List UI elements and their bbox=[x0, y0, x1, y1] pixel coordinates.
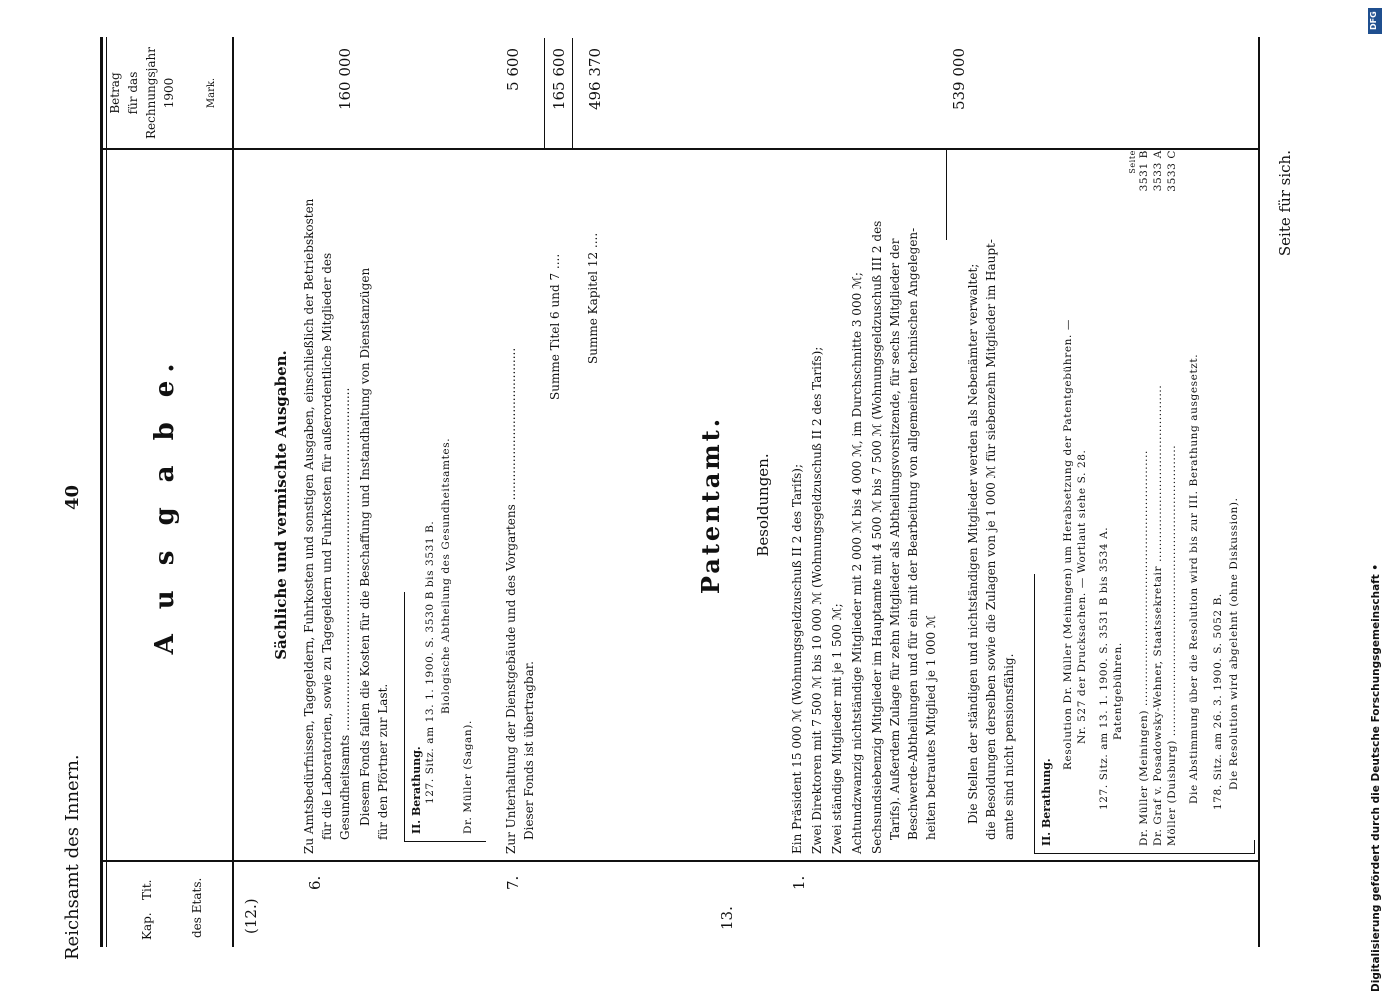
tit-6: 6. bbox=[306, 875, 324, 890]
tit1-para2: die Besoldungen derselben sowie die Zulagen von je 1 000 ℳ für siebenzehn Mitglieder im Haupt- bbox=[984, 239, 998, 840]
tit7-line2: Dieser Fonds ist übertragbar. bbox=[522, 661, 536, 840]
kap-12: (12.) bbox=[242, 898, 260, 934]
tit6-line3: Gesundheitsamts .......................................................................................... bbox=[338, 387, 352, 840]
note6-rule bbox=[404, 592, 405, 842]
page-number: 40 bbox=[62, 484, 83, 510]
col-betrag: Betrag bbox=[108, 72, 122, 114]
col-fuer-das: für das bbox=[126, 71, 140, 115]
tit7-amount: 5 600 bbox=[504, 48, 522, 91]
note1-res2: Nr. 527 der Drucksachen. — Wortlaut siehe S. 28. bbox=[1076, 449, 1088, 744]
block13-subheading: Besoldungen. bbox=[754, 453, 772, 557]
speaker-1-page: 3531 B bbox=[1138, 150, 1150, 220]
sum-titel-label: Summe Titel 6 und 7 .... bbox=[548, 253, 562, 400]
speaker-2-page: 3533 A bbox=[1152, 150, 1164, 220]
tit1-line7: Beschwerde-Abtheilungen und für ein mit der Bearbeitung von allgemeinen technischen Angelegen- bbox=[906, 227, 920, 840]
note1-abstimmung: Die Abstimmung über die Resolution wird bis zur III. Berathung ausgesetzt. bbox=[1188, 353, 1200, 804]
col-mark: Mark. bbox=[206, 77, 217, 109]
tit7-line1: Zur Unterhaltung der Dienstgebäude und des Vorgartens ........................................ bbox=[504, 347, 518, 854]
running-head: Reichsamt des Innern. bbox=[62, 754, 83, 960]
note6-line3: Dr. Müller (Sagan). bbox=[462, 720, 474, 834]
tit1-line1: Ein Präsident 15 000 ℳ (Wohnungsgeldzuschuß II 2 des Tarifs); bbox=[790, 463, 804, 854]
top-rule-thin bbox=[106, 37, 107, 947]
block12-heading: Sächliche und vermischte Ausgaben. bbox=[272, 350, 290, 660]
block13-heading: Patentamt. bbox=[696, 415, 725, 595]
footer-seite-fuer-sich: Seite für sich. bbox=[1276, 150, 1294, 257]
header-rule bbox=[232, 37, 234, 947]
col-kap: Kap. bbox=[140, 912, 154, 940]
col-rechnungsjahr: Rechnungsjahr bbox=[144, 47, 158, 139]
note1-sitz1: 127. Sitz. am 13. 1. 1900. S. 3531 B bis 3534 A. bbox=[1098, 526, 1110, 810]
note6-title: II. Berathung. bbox=[410, 746, 423, 834]
dfg-logo-text: DFG bbox=[1369, 11, 1378, 30]
note1-bracket-foot bbox=[1254, 840, 1255, 854]
dfg-logo bbox=[1368, 8, 1382, 34]
note1-result: Die Resolution wird abgelehnt (ohne Diskussion). bbox=[1228, 497, 1240, 790]
kap-13: 13. bbox=[718, 906, 736, 930]
sum-kapitel-amount: 496 370 bbox=[586, 48, 604, 111]
tit-7: 7. bbox=[504, 875, 522, 890]
note1-res1: Resolution Dr. Müller (Meiningen) um Herabsetzung der Patentgebühren. — bbox=[1062, 318, 1074, 770]
tit6-line2: für die Laboratorien, sowie zu Tagegeldern und Fuhrkosten für außerordentliche Mitglieder des bbox=[320, 252, 334, 840]
tit1-para3: amte sind nicht pensionsfähig. bbox=[1002, 653, 1016, 840]
tit1-line3: Zwei ständige Mitglieder mit je 1 500 ℳ; bbox=[830, 603, 844, 854]
note6-line1: 127. Sitz. am 13. 1. 1900. S. 3530 B bis 3531 B. bbox=[424, 520, 436, 804]
kap-tit-divider bbox=[100, 860, 1260, 862]
sum-kapitel-label: Summe Kapitel 12 .... bbox=[586, 232, 600, 364]
note6-line2: Biologische Abtheilung des Gesundheitsamtes. bbox=[440, 437, 452, 714]
note1-title: II. Berathung. bbox=[1040, 758, 1053, 846]
bottom-rule bbox=[1258, 37, 1260, 947]
note6-bracket bbox=[404, 841, 486, 842]
sum-rule-1 bbox=[544, 38, 545, 148]
col-des-etats: des Etats. bbox=[190, 877, 204, 938]
tit1-line8: heiten betrautes Mitglied je 1 000 ℳ bbox=[924, 615, 938, 840]
note1-seite: Seite bbox=[1128, 150, 1137, 174]
dfg-credit: Digitalisierung gefördert durch die Deutsche Forschungsgemeinschaft • bbox=[1370, 563, 1382, 992]
tit1-amount: 539 000 bbox=[950, 48, 968, 111]
speaker-3-name: Möller (Duisburg) .......................................................................... bbox=[1166, 444, 1178, 846]
note1-rule bbox=[1034, 574, 1035, 854]
tit6-line1: Zu Amtsbedürfnissen, Tagegeldern, Fuhrkosten und sonstigen Ausgaben, einschließlich der Betriebskosten bbox=[302, 198, 316, 854]
speaker-1-name: Dr. Müller (Meiningen) ................................................................. bbox=[1138, 450, 1150, 846]
speaker-2-name: Dr. Graf v. Posadowsky-Wehner, Staatssekretair ............................................. bbox=[1152, 384, 1164, 846]
tit-1: 1. bbox=[790, 875, 808, 890]
sum-rule-2 bbox=[572, 38, 573, 148]
tit6-line4: Diesem Fonds fallen die Kosten für die Beschaffung und Instandhaltung von Dienstanzügen bbox=[358, 267, 372, 826]
tit1-line5: Sechsundsiebenzig Mitglieder im Hauptamte mit 4 500 ℳ bis 7 500 ℳ (Wohnungsgeldzuschuß III 2 des bbox=[870, 220, 884, 854]
col-year: 1900 bbox=[162, 77, 176, 109]
top-rule bbox=[100, 37, 103, 947]
note1-sitz2: 178. Sitz. am 26. 3. 1900. S. 5052 B. bbox=[1212, 593, 1224, 810]
tit6-amount: 160 000 bbox=[336, 48, 354, 111]
speaker-3-page: 3533 C bbox=[1166, 150, 1178, 220]
note1-bracket bbox=[1034, 853, 1254, 854]
tit1-sum-rule bbox=[946, 150, 947, 240]
tit1-line2: Zwei Direktoren mit 7 500 ℳ bis 10 000 ℳ (Wohnungsgeldzuschuß II 2 des Tarifs); bbox=[810, 346, 824, 854]
tit1-line6: Tarifs). Außerdem Zulage für zehn Mitglieder als Abtheilungsvorsitzende, für sechs Mitglieder der bbox=[888, 238, 902, 840]
tit1-para1: Die Stellen der ständigen und nichtständigen Mitglieder werden als Nebenämter verwaltet; bbox=[966, 263, 980, 824]
note1-topic: Patentgebühren. bbox=[1112, 642, 1124, 740]
tit6-line5: für den Pförtner zur Last. bbox=[376, 683, 390, 840]
tit1-line4: Achtundzwanzig nichtständige Mitglieder mit 2 000 ℳ bis 4 000 ℳ, im Durchschnitte 3 000 ℳ; bbox=[850, 272, 864, 854]
sum-titel-amount: 165 600 bbox=[550, 48, 568, 111]
col-tit: Tit. bbox=[140, 879, 154, 900]
section-title: A u s g a b e. bbox=[150, 355, 180, 655]
